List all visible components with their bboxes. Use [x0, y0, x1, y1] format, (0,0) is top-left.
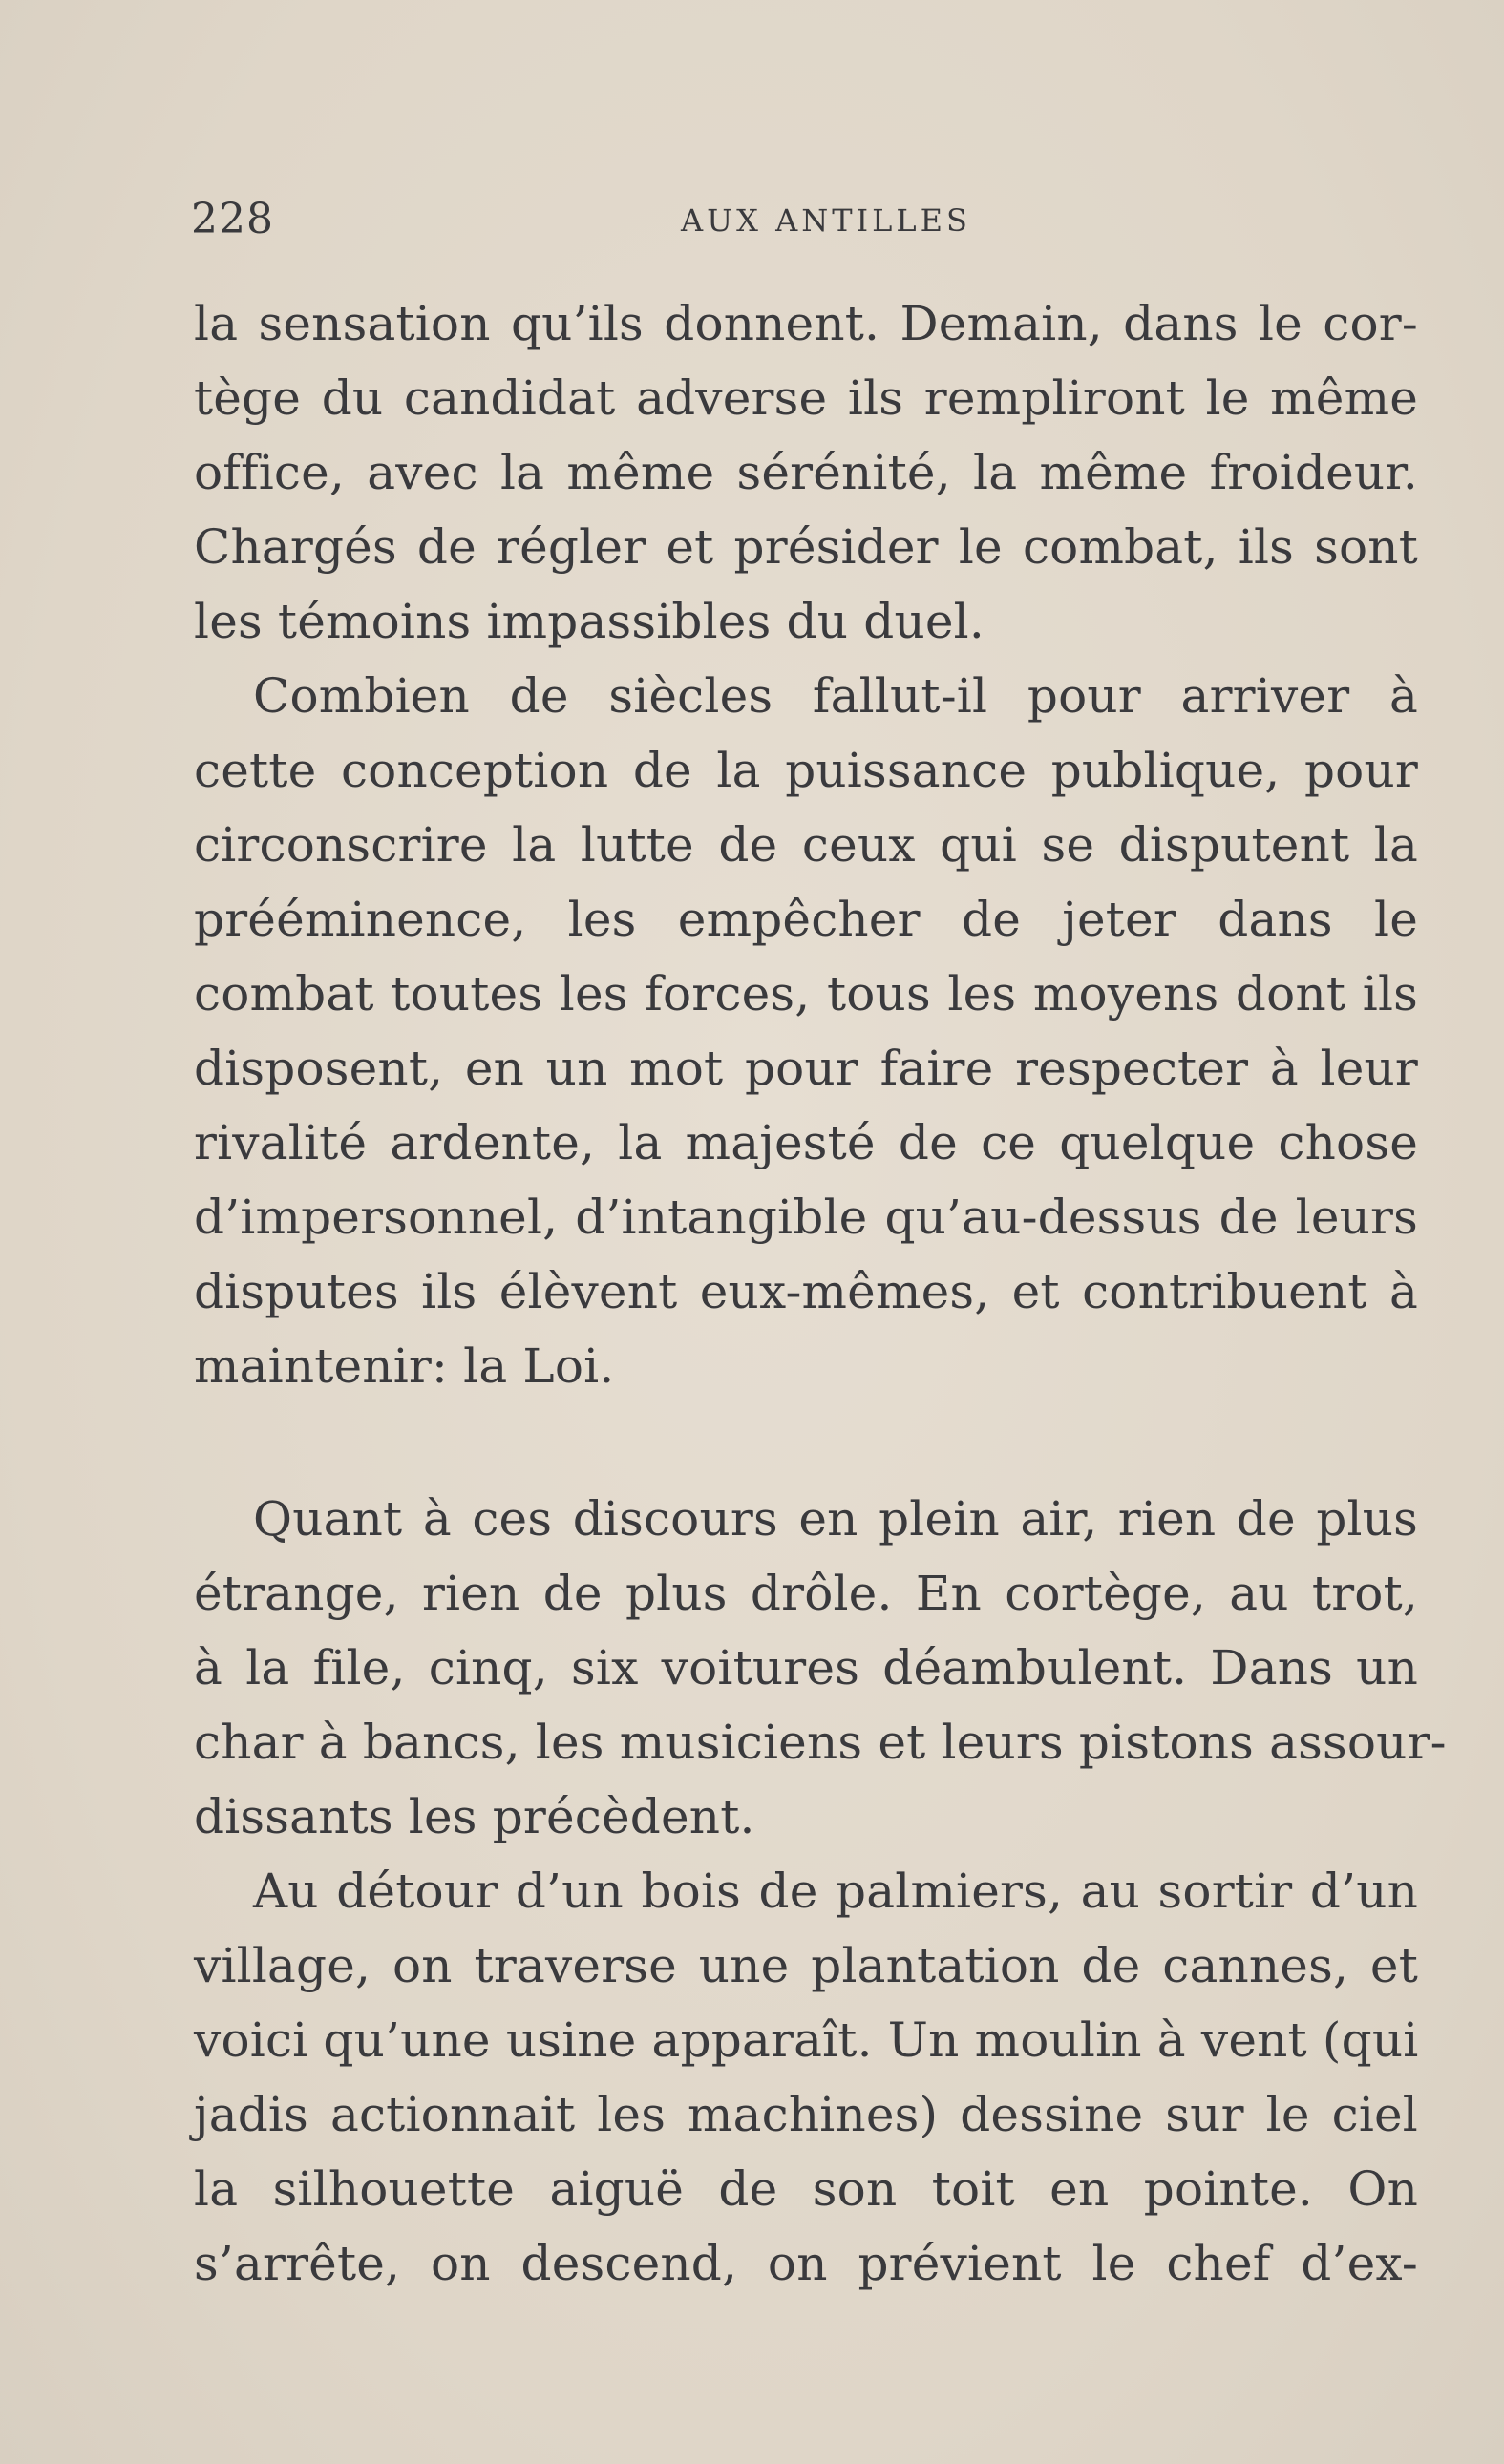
text-line: office, avec la même sérénité, la même froideur. — [194, 445, 1418, 500]
text-line: prééminence, les empêcher de jeter dans le — [194, 892, 1418, 947]
text-line: rivalité ardente, la majesté de ce quelque chose — [194, 1115, 1418, 1170]
text-line: Chargés de régler et présider le combat, ils sont — [194, 519, 1418, 575]
text-line: jadis actionnait les machines) dessine sur le ciel — [194, 2087, 1418, 2142]
text-line: étrange, rien de plus drôle. En cortège, au trot, — [194, 1566, 1418, 1621]
text-line: à la file, cinq, six voitures déambulent. Dans un — [194, 1640, 1418, 1695]
running-title: AUX ANTILLES — [681, 202, 971, 239]
text-line: la sensation qu’ils donnent. Demain, dans le cor- — [194, 296, 1418, 351]
text-line: s’arrête, on descend, on prévient le chef d’ex- — [194, 2236, 1418, 2291]
text-line: d’impersonnel, d’intangible qu’au-dessus de leurs — [194, 1190, 1418, 1245]
paragraph-2 — [194, 659, 1418, 1403]
text-line: combat toutes les forces, tous les moyens dont ils — [194, 966, 1418, 1021]
text-line: char à bancs, les musiciens et leurs pistons assour- — [194, 1715, 1447, 1770]
text-line: disposent, en un mot pour faire respecter à leur — [194, 1041, 1418, 1096]
text-line: disputes ils élèvent eux-mêmes, et contribuent à — [194, 1264, 1418, 1319]
text-line: voici qu’une usine apparaît. Un moulin à vent (qui — [194, 2012, 1419, 2068]
text-line: Combien de siècles fallut-il pour arriver à — [253, 668, 1418, 724]
page-number: 228 — [191, 195, 274, 243]
text-line: village, on traverse une plantation de cannes, et — [194, 1938, 1418, 1993]
text-line: dissants les précèdent. — [194, 1789, 755, 1844]
text-line: la silhouette aiguë de son toit en pointe. On — [194, 2161, 1418, 2217]
text-line: tège du candidat adverse ils rempliront le même — [194, 370, 1418, 426]
paragraph-1 — [194, 286, 1418, 659]
text-line: maintenir: la Loi. — [194, 1338, 615, 1394]
text-line: Quant à ces discours en plein air, rien de plus — [253, 1491, 1418, 1547]
paragraph-3 — [194, 1482, 1447, 1854]
text-line: cette conception de la puissance publique, pour — [194, 743, 1418, 798]
text-line: les témoins impassibles du duel. — [194, 594, 985, 649]
section-break — [194, 1403, 1418, 1482]
page-header — [191, 191, 1423, 248]
text-line: circonscrire la lutte de ceux qui se disputent la — [194, 817, 1418, 873]
text-line: Au détour d’un bois de palmiers, au sortir d’un — [253, 1864, 1418, 1919]
paragraph-4 — [194, 1854, 1418, 2301]
body-text — [194, 286, 1447, 2301]
